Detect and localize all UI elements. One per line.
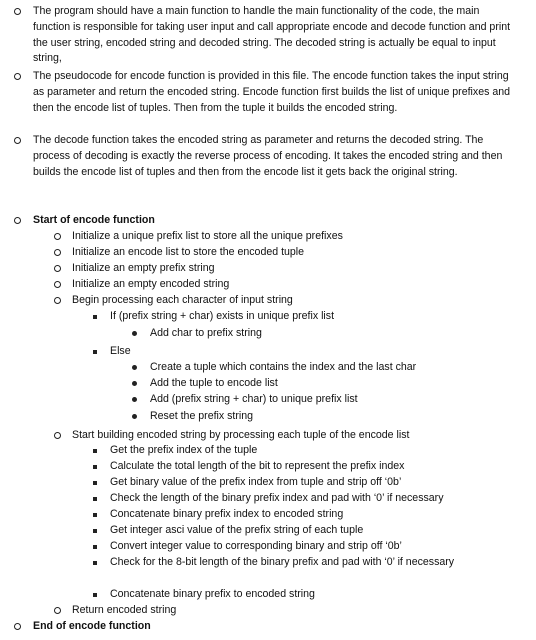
square-bullet-icon: [90, 309, 100, 325]
square-bullet-icon: [90, 475, 100, 491]
encode-end-text: End of encode function: [33, 620, 151, 632]
circle-bullet-icon: [12, 619, 22, 635]
init-step-text: Initialize a unique prefix list to store all the unique prefixes: [72, 230, 343, 242]
square-bullet-icon: [90, 507, 100, 523]
init-step-text: Begin processing each character of input string: [72, 294, 293, 306]
circle-bullet-icon: [12, 4, 22, 20]
square-bullet-icon: [90, 539, 100, 555]
circle-bullet-icon: [12, 69, 22, 85]
init-step-text: Initialize an empty encoded string: [72, 278, 230, 290]
circle-bullet-icon: [52, 277, 62, 293]
dot-bullet-icon: [129, 360, 139, 376]
circle-bullet-icon: [52, 428, 62, 444]
else-body-text: Create a tuple which contains the index and the last char: [150, 361, 417, 373]
intro-text-3: The decode function takes the encoded string as parameter and returns the decoded string. The process of decoding is exactly the reverse process of encoding. It takes the encoded string and then builds the encode list of tuples and then from the encode list it gets back the original string.: [33, 134, 503, 178]
if-body-text: Add char to prefix string: [150, 327, 262, 339]
init-step-text: Initialize an encode list to store the encoded tuple: [72, 246, 305, 258]
build-step-text: Get binary value of the prefix index from tuple and strip off ‘0b’: [110, 476, 402, 488]
else-body-text: Add the tuple to encode list: [150, 377, 278, 389]
build-step-text: Get integer asci value of the prefix string of each tuple: [110, 524, 364, 536]
intro-text-2: The pseudocode for encode function is provided in this file. The encode function takes the input string as parameter and return the encoded string. Encode function first builds the list of unique prefixes and then the encode list of tuples. Then from the tuple it builds the encoded string.: [33, 70, 511, 114]
square-bullet-icon: [90, 344, 100, 360]
else-label: Else: [110, 345, 131, 357]
if-label: If (prefix string + char) exists in unique prefix list: [110, 310, 335, 322]
build-step-text: Check for the 8-bit length of the binary prefix and pad with ‘0’ if necessary: [110, 556, 455, 568]
encode-start-text: Start of encode function: [33, 214, 155, 226]
square-bullet-icon: [90, 555, 100, 571]
build-step-text: Concatenate binary prefix to encoded string: [110, 588, 315, 600]
square-bullet-icon: [90, 587, 100, 603]
build-step-text: Check the length of the binary prefix index and pad with ‘0’ if necessary: [110, 492, 444, 504]
circle-bullet-icon: [12, 213, 22, 229]
init-step-text: Initialize an empty prefix string: [72, 262, 215, 274]
build-step-text: Concatenate binary prefix index to encoded string: [110, 508, 344, 520]
build-step-text: Get the prefix index of the tuple: [110, 444, 258, 456]
dot-bullet-icon: [129, 392, 139, 408]
square-bullet-icon: [90, 459, 100, 475]
square-bullet-icon: [90, 443, 100, 459]
return-text: Return encoded string: [72, 604, 177, 616]
intro-text-1: The program should have a main function to handle the main functionality of the code, the main function is responsible for taking user input and call appropriate encode and decode function and print the user string, encoded string and decoded string. The decoded string is actually be equal to input string,: [33, 5, 511, 65]
circle-bullet-icon: [52, 293, 62, 309]
build-label: Start building encoded string by processing each tuple of the encode list: [72, 429, 410, 441]
else-body-text: Reset the prefix string: [150, 410, 254, 422]
else-body-text: Add (prefix string + char) to unique prefix list: [150, 393, 358, 405]
build-step-text: Calculate the total length of the bit to represent the prefix index: [110, 460, 405, 472]
square-bullet-icon: [90, 523, 100, 539]
dot-bullet-icon: [129, 326, 139, 342]
circle-bullet-icon: [52, 603, 62, 619]
dot-bullet-icon: [129, 409, 139, 425]
circle-bullet-icon: [52, 229, 62, 245]
circle-bullet-icon: [52, 245, 62, 261]
build-step-text: Convert integer value to corresponding binary and strip off ‘0b’: [110, 540, 402, 552]
circle-bullet-icon: [12, 133, 22, 149]
square-bullet-icon: [90, 491, 100, 507]
dot-bullet-icon: [129, 376, 139, 392]
circle-bullet-icon: [52, 261, 62, 277]
